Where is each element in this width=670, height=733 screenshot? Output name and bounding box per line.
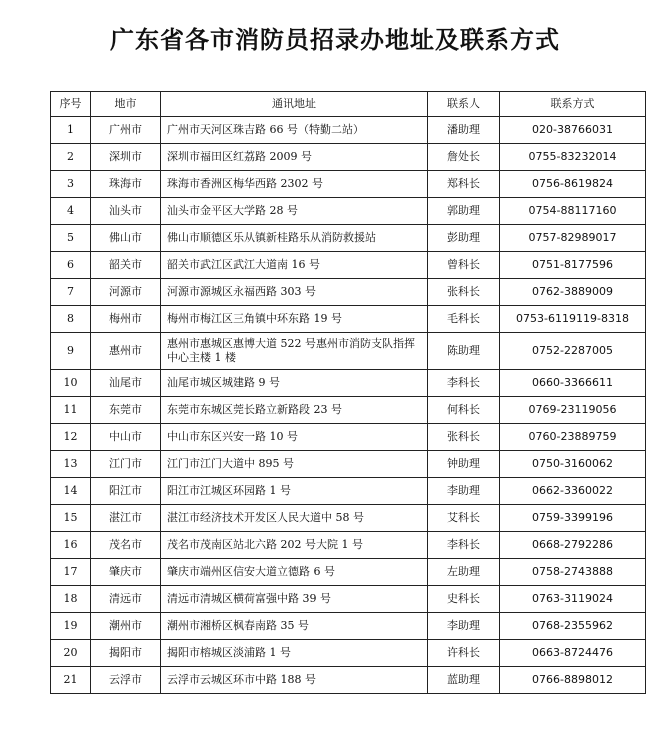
cell-contact: 潘助理 <box>428 117 500 144</box>
cell-seq: 16 <box>51 532 91 559</box>
contacts-table <box>50 91 646 694</box>
cell-seq: 14 <box>51 478 91 505</box>
cell-seq: 21 <box>51 667 91 694</box>
cell-contact: 蓝助理 <box>428 667 500 694</box>
cell-contact: 李科长 <box>428 370 500 397</box>
cell-phone: 0751-8177596 <box>500 252 646 279</box>
cell-seq: 3 <box>51 171 91 198</box>
cell-contact: 许科长 <box>428 640 500 667</box>
cell-address: 广州市天河区珠吉路 66 号（特勤二站） <box>161 117 428 144</box>
cell-contact: 毛科长 <box>428 306 500 333</box>
cell-seq: 1 <box>51 117 91 144</box>
cell-address: 阳江市江城区环园路 1 号 <box>161 478 428 505</box>
cell-seq: 5 <box>51 225 91 252</box>
cell-phone: 0760-23889759 <box>500 424 646 451</box>
column-header-contact: 联系人 <box>428 92 500 117</box>
table-row <box>51 451 646 478</box>
table-row <box>51 397 646 424</box>
cell-city: 东莞市 <box>91 397 161 424</box>
cell-phone: 020-38766031 <box>500 117 646 144</box>
cell-address: 佛山市顺德区乐从镇新桂路乐从消防救援站 <box>161 225 428 252</box>
cell-city: 河源市 <box>91 279 161 306</box>
cell-contact: 何科长 <box>428 397 500 424</box>
table-row <box>51 586 646 613</box>
cell-address: 茂名市茂南区站北六路 202 号大院 1 号 <box>161 532 428 559</box>
cell-phone: 0756-8619824 <box>500 171 646 198</box>
cell-address: 云浮市云城区环市中路 188 号 <box>161 667 428 694</box>
table-row <box>51 333 646 370</box>
table-row <box>51 667 646 694</box>
cell-contact: 詹处长 <box>428 144 500 171</box>
table-row <box>51 306 646 333</box>
cell-phone: 0763-3119024 <box>500 586 646 613</box>
table-row <box>51 640 646 667</box>
cell-seq: 17 <box>51 559 91 586</box>
cell-seq: 12 <box>51 424 91 451</box>
cell-seq: 13 <box>51 451 91 478</box>
cell-phone: 0752-2287005 <box>500 333 646 370</box>
table-row <box>51 171 646 198</box>
table-row <box>51 225 646 252</box>
cell-address: 揭阳市榕城区淡浦路 1 号 <box>161 640 428 667</box>
cell-city: 中山市 <box>91 424 161 451</box>
cell-address: 中山市东区兴安一路 10 号 <box>161 424 428 451</box>
cell-address: 汕头市金平区大学路 28 号 <box>161 198 428 225</box>
cell-contact: 钟助理 <box>428 451 500 478</box>
column-header-address: 通讯地址 <box>161 92 428 117</box>
cell-contact: 史科长 <box>428 586 500 613</box>
cell-city: 揭阳市 <box>91 640 161 667</box>
cell-phone: 0768-2355962 <box>500 613 646 640</box>
cell-seq: 11 <box>51 397 91 424</box>
cell-address: 清远市清城区横荷富强中路 39 号 <box>161 586 428 613</box>
table-row <box>51 424 646 451</box>
column-header-phone: 联系方式 <box>500 92 646 117</box>
cell-address: 东莞市东城区莞长路立新路段 23 号 <box>161 397 428 424</box>
cell-city: 湛江市 <box>91 505 161 532</box>
cell-contact: 左助理 <box>428 559 500 586</box>
cell-phone: 0750-3160062 <box>500 451 646 478</box>
cell-address: 珠海市香洲区梅华西路 2302 号 <box>161 171 428 198</box>
cell-seq: 6 <box>51 252 91 279</box>
table-row <box>51 279 646 306</box>
cell-phone: 0753-6119119-8318 <box>500 306 646 333</box>
cell-city: 广州市 <box>91 117 161 144</box>
cell-phone: 0663-8724476 <box>500 640 646 667</box>
cell-address: 汕尾市城区城建路 9 号 <box>161 370 428 397</box>
column-header-seq: 序号 <box>51 92 91 117</box>
cell-phone: 0754-88117160 <box>500 198 646 225</box>
cell-city: 佛山市 <box>91 225 161 252</box>
cell-city: 韶关市 <box>91 252 161 279</box>
cell-seq: 20 <box>51 640 91 667</box>
cell-city: 汕尾市 <box>91 370 161 397</box>
table-row <box>51 478 646 505</box>
cell-contact: 艾科长 <box>428 505 500 532</box>
cell-contact: 张科长 <box>428 279 500 306</box>
cell-phone: 0758-2743888 <box>500 559 646 586</box>
cell-seq: 10 <box>51 370 91 397</box>
cell-seq: 4 <box>51 198 91 225</box>
cell-phone: 0660-3366611 <box>500 370 646 397</box>
cell-contact: 彭助理 <box>428 225 500 252</box>
cell-city: 茂名市 <box>91 532 161 559</box>
table-row <box>51 252 646 279</box>
table-row <box>51 117 646 144</box>
cell-address: 江门市江门大道中 895 号 <box>161 451 428 478</box>
cell-phone: 0668-2792286 <box>500 532 646 559</box>
cell-phone: 0757-82989017 <box>500 225 646 252</box>
cell-address: 潮州市湘桥区枫春南路 35 号 <box>161 613 428 640</box>
column-header-city: 地市 <box>91 92 161 117</box>
cell-contact: 李助理 <box>428 613 500 640</box>
cell-city: 惠州市 <box>91 333 161 370</box>
cell-contact: 陈助理 <box>428 333 500 370</box>
cell-seq: 2 <box>51 144 91 171</box>
table-row <box>51 559 646 586</box>
cell-city: 汕头市 <box>91 198 161 225</box>
cell-address: 惠州市惠城区惠博大道 522 号惠州市消防支队指挥中心主楼 1 楼 <box>161 333 428 370</box>
table-row <box>51 532 646 559</box>
cell-address: 肇庆市端州区信安大道立德路 6 号 <box>161 559 428 586</box>
cell-contact: 张科长 <box>428 424 500 451</box>
cell-city: 阳江市 <box>91 478 161 505</box>
cell-seq: 18 <box>51 586 91 613</box>
page-title: 广东省各市消防员招录办地址及联系方式 <box>110 26 560 54</box>
cell-city: 清远市 <box>91 586 161 613</box>
cell-phone: 0755-83232014 <box>500 144 646 171</box>
cell-city: 深圳市 <box>91 144 161 171</box>
cell-phone: 0762-3889009 <box>500 279 646 306</box>
cell-seq: 9 <box>51 333 91 370</box>
cell-contact: 李科长 <box>428 532 500 559</box>
cell-phone: 0766-8898012 <box>500 667 646 694</box>
cell-seq: 15 <box>51 505 91 532</box>
cell-contact: 曾科长 <box>428 252 500 279</box>
table-row <box>51 370 646 397</box>
cell-city: 江门市 <box>91 451 161 478</box>
table-row <box>51 505 646 532</box>
table-row <box>51 144 646 171</box>
cell-seq: 8 <box>51 306 91 333</box>
cell-address: 湛江市经济技术开发区人民大道中 58 号 <box>161 505 428 532</box>
cell-address: 河源市源城区永福西路 303 号 <box>161 279 428 306</box>
cell-phone: 0662-3360022 <box>500 478 646 505</box>
cell-seq: 19 <box>51 613 91 640</box>
cell-contact: 郭助理 <box>428 198 500 225</box>
cell-address: 韶关市武江区武江大道南 16 号 <box>161 252 428 279</box>
table-header-row <box>51 92 646 117</box>
cell-address: 梅州市梅江区三角镇中环东路 19 号 <box>161 306 428 333</box>
cell-phone: 0769-23119056 <box>500 397 646 424</box>
cell-contact: 李助理 <box>428 478 500 505</box>
cell-city: 梅州市 <box>91 306 161 333</box>
cell-city: 潮州市 <box>91 613 161 640</box>
cell-address: 深圳市福田区红荔路 2009 号 <box>161 144 428 171</box>
cell-city: 肇庆市 <box>91 559 161 586</box>
cell-phone: 0759-3399196 <box>500 505 646 532</box>
cell-city: 云浮市 <box>91 667 161 694</box>
table-row <box>51 613 646 640</box>
table-row <box>51 198 646 225</box>
cell-contact: 郑科长 <box>428 171 500 198</box>
cell-city: 珠海市 <box>91 171 161 198</box>
cell-seq: 7 <box>51 279 91 306</box>
